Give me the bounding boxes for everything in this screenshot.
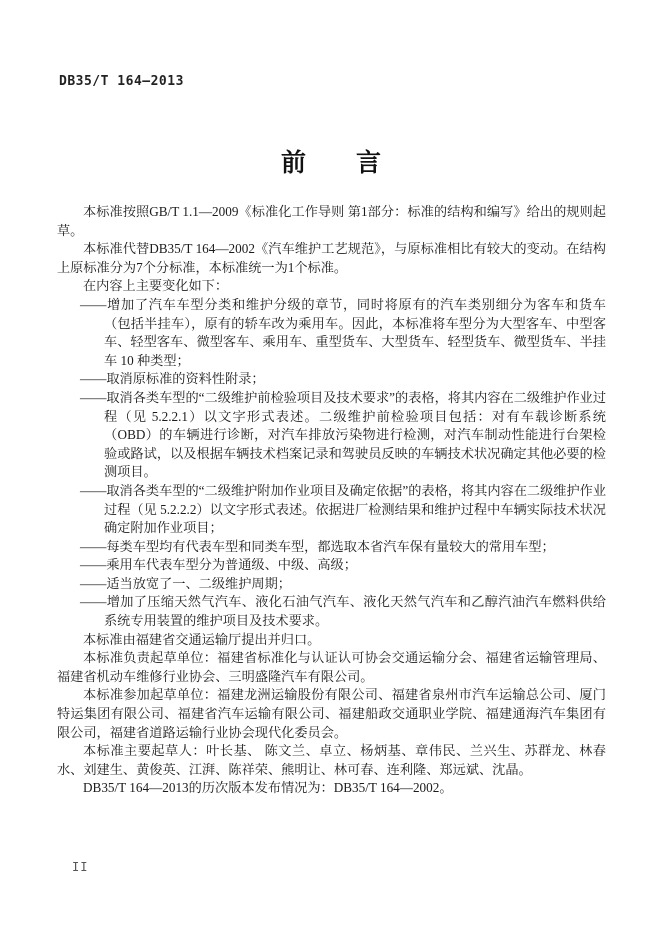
change-list-item: ——增加了汽车车型分类和维护分级的章节，同时将原有的汽车类别细分为客车和货车（包括半挂车），原有的轿车改为乘用车。因此，本标准将车型分为大型客车、中型客车、轻型客车、微型客车、乘用车、重型货车、大型货车、轻型货车、微型货车、半挂车 10 种类型； <box>80 296 606 368</box>
change-list-item: ——增加了压缩天然气汽车、液化石油气汽车、液化天然气汽车和乙醇汽油汽车燃料供给系统专用装置的维护项目及技术要求。 <box>80 594 606 629</box>
change-list-item: ——取消原标准的资料性附录； <box>80 371 265 387</box>
paragraph-previous-editions: DB35/T 164—2013的历次版本发布情况为：DB35/T 164—2002。 <box>83 780 453 796</box>
paragraph-replaces: 本标准代替DB35/T 164—2002《汽车维护工艺规范》，与原标准相比有较大的变动。在结构上原标准分为7个分标准，本标准统一为1个标准。 <box>57 241 606 275</box>
paragraph-drafting-rules: 本标准按照GB/T 1.1—2009《标准化工作导则 第1部分：标准的结构和编写》给出的规则起草。 <box>57 204 606 238</box>
paragraph-main-drafters: 本标准主要起草人：叶长基、 陈文兰、卓立、杨炳基、章伟民、兰兴生、苏群龙、林春水、刘建生、黄俊英、江湃、陈祥荣、熊明让、林可春、连利隆、郑远斌、沈晶。 <box>57 743 606 777</box>
paragraph-participating-drafting-units: 本标准参加起草单位：福建龙洲运输股份有限公司、福建省泉州市汽车运输总公司、厦门特运集团有限公司、福建省汽车运输有限公司、福建船政交通职业学院、福建通海汽车集团有限公司，福建省道路运输行业协会现代化委员会。 <box>57 687 606 740</box>
change-list-item: ——乘用车代表车型分为普通级、中级、高级； <box>80 557 357 573</box>
page-number: II <box>72 860 89 874</box>
standard-number-header: DB35/T 164—2013 <box>59 74 184 89</box>
change-list-item: ——取消各类车型的“二级维护附加作业项目及确定依据”的表格，将其内容在二级维护作业过程（见 5.2.2.2）以文字形式表述。依据进厂检测结果和维护过程中车辆实际技术状况确定附加作业项目； <box>80 482 607 536</box>
page-title: 前 言 <box>280 149 381 177</box>
paragraph-changes-intro: 在内容上主要变化如下： <box>83 278 229 294</box>
foreword-body <box>57 203 606 798</box>
paragraph-proposed-by: 本标准由福建省交通运输厅提出并归口。 <box>83 631 321 647</box>
paragraph-responsible-drafting-units: 本标准负责起草单位：福建省标准化与认证认可协会交通运输分会、福建省运输管理局、福建省机动车维修行业协会、三明盛隆汽车有限公司。 <box>57 650 606 684</box>
change-list-item: ——每类车型均有代表车型和同类车型，都选取本省汽车保有量较大的常用车型； <box>80 538 555 554</box>
change-list-item: ——适当放宽了一、二级维护周期； <box>80 575 291 591</box>
change-list-item: ——取消各类车型的“二级维护前检验项目及技术要求”的表格，将其内容在二级维护作业过程（见 5.2.2.1）以文字形式表述。二级维护前检验项目包括：对有车载诊断系统（OBD）的车辆进行诊断，对汽车排放污染物进行检测，对汽车制动性能进行台架检验或路试，以及根据车辆技术档案记录和驾驶员反映的车辆技术状况确定其他必要的检测项目。 <box>80 389 607 480</box>
